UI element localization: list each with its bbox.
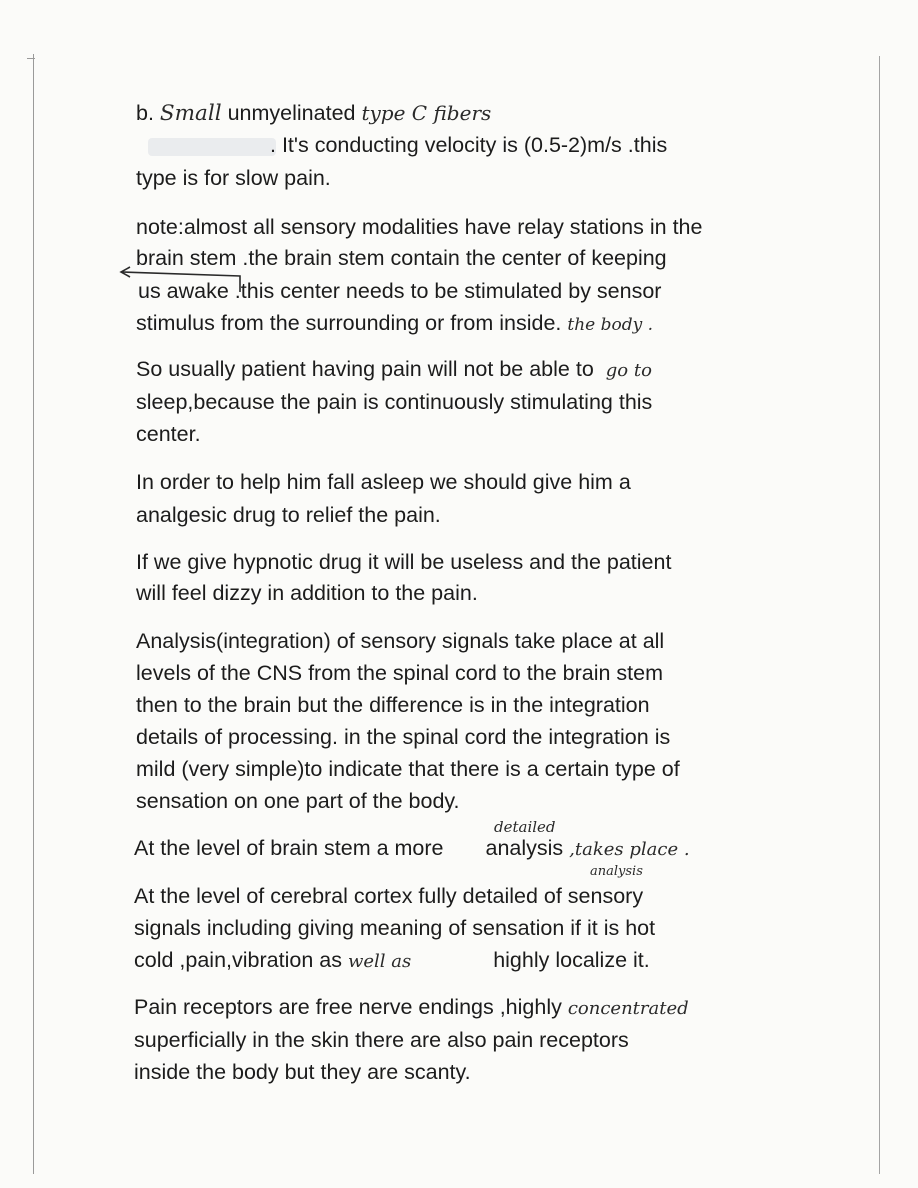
p2-line-4: stimulus from the surrounding or from inside. the body .: [136, 311, 654, 335]
p1-line-3: type is for slow pain.: [136, 166, 331, 190]
p8-line-2: signals including giving meaning of sensation if it is hot: [134, 916, 656, 940]
p2-line-2: brain stem .the brain stem contain the center of keeping: [136, 246, 667, 270]
p1-line-2: . It's conducting velocity is (0.5-2)m/s .this: [270, 133, 668, 157]
p9-line-2: superficially in the skin there are also pain receptors: [134, 1028, 629, 1052]
handwritten-the-body: the body .: [567, 315, 654, 335]
margin-arrow-icon: [118, 258, 243, 298]
p3-line-1: So usually patient having pain will not be able to go to: [136, 357, 652, 381]
handwritten-analysis: analysis: [590, 864, 643, 879]
p3-line-3: center.: [136, 422, 201, 446]
p4-line-1: In order to help him fall asleep we should give him a: [136, 470, 631, 494]
p5-line-2: will feel dizzy in addition to the pain.: [136, 581, 478, 605]
p5-line-1: If we give hypnotic drug it will be useless and the patient: [136, 550, 672, 574]
p8-line-3: cold ,pain,vibration as well as highly localize it.: [134, 948, 650, 972]
handwritten-well-as: well as: [347, 951, 412, 972]
p2-line-1: note:almost all sensory modalities have relay stations in the: [136, 215, 703, 239]
p1-line-1: b. Small unmyelinated type C fibers: [136, 101, 492, 126]
p9-line-3: inside the body but they are scanty.: [134, 1060, 471, 1084]
p6-line-4: details of processing. in the spinal cord the integration is: [136, 725, 671, 749]
p9-line-1: Pain receptors are free nerve endings ,highly concentrated: [134, 995, 689, 1019]
handwritten-concentrated: concentrated: [567, 998, 689, 1019]
scan-right-edge: [879, 56, 880, 1174]
p6-line-3: then to the brain but the difference is in the integration: [136, 693, 650, 717]
p6-line-1: Analysis(integration) of sensory signals take place at all: [136, 629, 665, 653]
p8-line-1: At the level of cerebral cortex fully detailed of sensory: [134, 884, 644, 908]
whiteout-mark: [148, 138, 276, 156]
scan-left-edge: [33, 54, 34, 1174]
p7-line-1: At the level of brain stem a more analysis ,takes place .: [134, 836, 690, 860]
p6-line-5: mild (very simple)to indicate that there is a certain type of: [136, 757, 680, 781]
handwritten-takes-place: ,takes place .: [569, 839, 690, 860]
p3-line-2: sleep,because the pain is continuously stimulating this: [136, 390, 653, 414]
p6-line-6: sensation on one part of the body.: [136, 789, 460, 813]
handwritten-small: Small: [159, 101, 222, 126]
handwritten-detailed: detailed: [494, 818, 556, 836]
p2-line-3: us awake .this center needs to be stimulated by sensor: [138, 279, 662, 303]
handwritten-type-c-fibers: type C fibers: [361, 101, 492, 125]
handwritten-go-to: go to: [605, 360, 652, 381]
p4-line-2: analgesic drug to relief the pain.: [136, 503, 441, 527]
p6-line-2: levels of the CNS from the spinal cord to the brain stem: [136, 661, 663, 685]
